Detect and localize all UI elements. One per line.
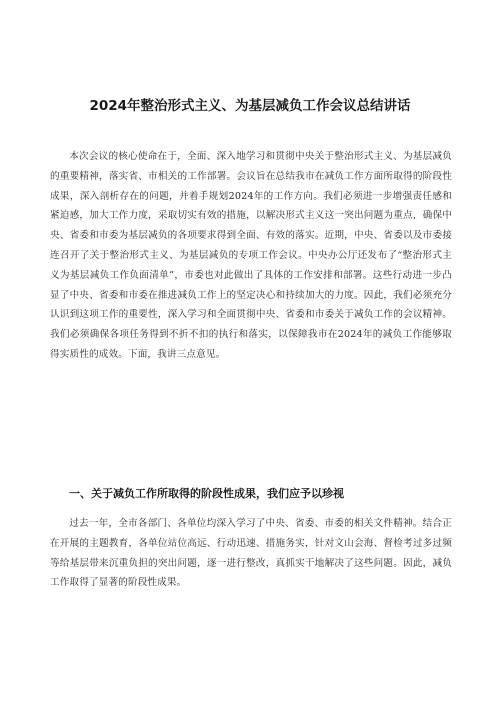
section-heading: 一、关于减负工作所取得的阶段性成果，我们应予以珍视	[69, 487, 344, 500]
body-paragraph-intro: 本次会议的核心使命在于，全面、深入地学习和贯彻中央关于整治形式主义、为基层减负的重要精神，落实省、市相关的工作部署。会议旨在总结我市在减负工作方面所取得的阶段性成果，深入剖析存在的问题，并着手规划2024年的工作方向。我们必须进一步增强责任感和紧迫感，加大工作力度，采取切实有效的措施，以解决形式主义这一突出问题为重点，确保中央、省委和市委为基层减负的各项要求得到全面、有效的落实。近期，中央、省委以及市委接连召开了关于整治形式主义、为基层减负的专项工作会议。中央办公厅还发布了“整治形式主义为基层减负工作负面清单”，市委也对此做出了具体的工作安排和部署。这些行动进一步凸显了中央、省委和市委在推进减负工作上的坚定决心和持续加大的力度。因此，我们必须充分认识到这项工作的重要性，深入学习和全面贯彻中央、省委和市委关于减负工作的会议精神。我们必须确保各项任务得到不折不扣的执行和落实，以保障我市在2024年的减负工作能够取得实质性的成效。下面，我讲三点意见。	[50, 151, 452, 360]
document-title: 2024年整治形式主义、为基层减负工作会议总结讲话	[89, 98, 411, 114]
body-paragraph-section-one: 过去一年，全市各部门、各单位均深入学习了中央、省委、市委的相关文件精神。结合正在开展的主题教育，各单位站位高远、行动迅速、措施务实，针对文山会海、督检考过多过频等给基层带来沉重负担的突出问题，逐一进行整改，真抓实干地解决了这些问题。因此，减负工作取得了显著的阶段性成果。	[50, 518, 452, 589]
